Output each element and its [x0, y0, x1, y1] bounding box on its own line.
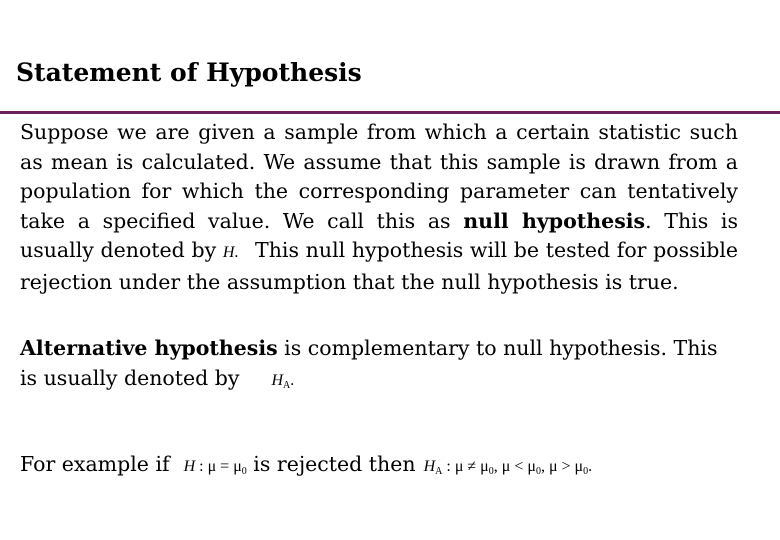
slide-title: Statement of Hypothesis: [16, 58, 362, 87]
p1-text-b: . This is usually denoted by: [20, 208, 738, 263]
paragraph-example: [20, 450, 738, 487]
paragraph-null-hypothesis: [20, 118, 738, 298]
alt-expr-relation: : μ ≠ μ: [442, 458, 489, 475]
null-hypothesis-expression: [184, 458, 247, 475]
null-expr-relation: : μ = μ: [195, 458, 242, 475]
alternative-hypothesis-symbol: $H_A$.: [271, 371, 295, 391]
alt-symbol-subscript: A: [283, 379, 291, 391]
alt-expr-h-subscript: A: [435, 466, 443, 477]
alt-expr-subscript-2: 0: [535, 466, 541, 477]
alt-expr-subscript-1: 0: [488, 466, 494, 477]
p1-text-a: Suppose we are given a sample from which a certain statistic such as mean is calculated. We assume that this sample is drawn from a population for which the corresponding parameter can tentatively take a specified value. We call this as: [20, 120, 738, 233]
alternative-hypothesis-term: Alternative hypothesis: [20, 336, 278, 360]
null-symbol-letter: H: [222, 244, 235, 262]
alt-expr-h: H: [423, 458, 436, 475]
alternative-hypothesis-expression: $H_A$ : $\mu \ne \mu_0$, $\mu < \mu_0$, $\mu > \mu_0$.: [423, 458, 593, 477]
null-hypothesis-symbol: H.: [222, 244, 239, 262]
null-expr-subscript: 0: [241, 466, 247, 477]
null-expr-h: H: [183, 458, 196, 475]
alt-symbol-letter: H: [271, 371, 284, 389]
p2-text-a: is complementary to null hypothesis. This is usually denoted by: [20, 336, 718, 390]
p3-text-b: is rejected then: [246, 452, 416, 476]
alt-expr-subscript-3: 0: [583, 466, 589, 477]
p3-text-a: For example if: [20, 452, 170, 476]
alt-expr-mid-1: , μ < μ: [493, 458, 536, 475]
null-hypothesis-term: null hypothesis: [463, 208, 646, 233]
paragraph-alternative-hypothesis: [20, 334, 738, 400]
p1-text-c: This null hypothesis will be tested for possible rejection under the assumption that the null hypothesis is true.: [20, 238, 739, 294]
title-divider: [0, 111, 780, 114]
alt-expr-mid-2: , μ > μ: [540, 458, 584, 475]
